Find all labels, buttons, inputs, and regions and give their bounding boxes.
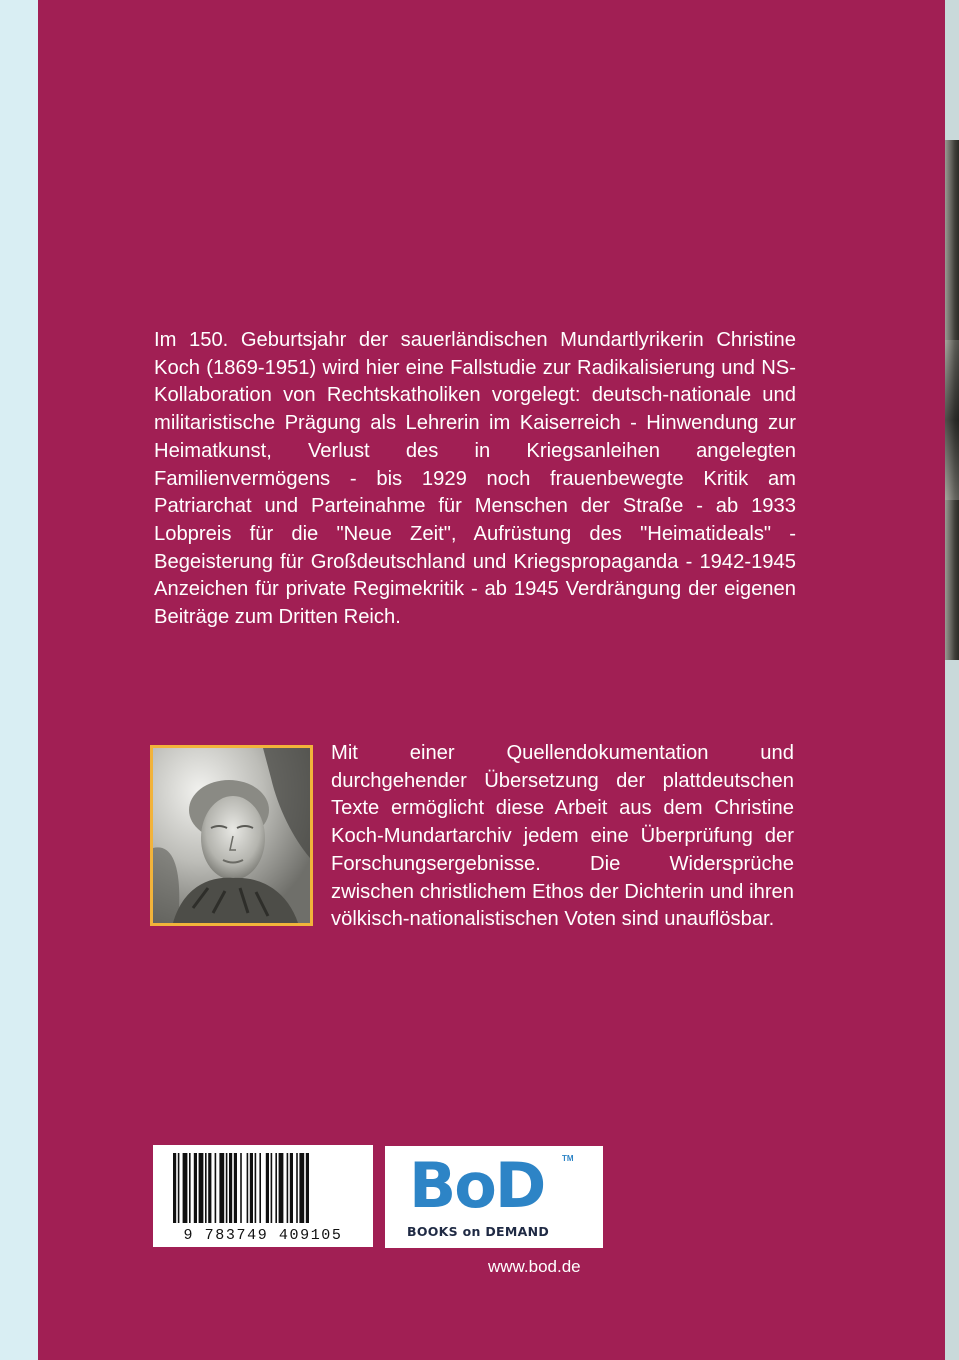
portrait-image: [153, 748, 310, 923]
isbn-barcode: [153, 1145, 373, 1247]
blurb-secondary-text: Mit einer Quellendokumentation und durchgehender Übersetzung der plattdeutschen Texte ermöglicht diese Arbeit aus dem Christine Koch-Mundartarchiv jedem eine Überprüfung der Forschungsergebnisse. Die Widersprüche zwischen christlichem Ethos der Dichterin und ihren völkisch-nationalistischen Voten sind unauflösbar.: [331, 742, 794, 931]
trademark-symbol: TM: [562, 1154, 574, 1163]
bod-wordmark: BoD: [409, 1149, 545, 1222]
left-edge-strip: [0, 0, 38, 1360]
blurb-main-text: Im 150. Geburtsjahr der sauerländischen Mundartlyrikerin Christine Koch (1869-1951) wird hier eine Fallstudie zur Radikalisierung und NS-Kollaboration von Rechtskatholiken vorgelegt: deutsch-nationale und militaristische Prägung als Lehrerin im Kaiserreich - Hinwendung zur Heimatkunst, Verlust des in Kriegsanleihen angelegten Familienvermögens - bis 1929 noch frauenbewegte Kritik am Patriarchat und Parteinahme für Menschen der Straße - ab 1933 Lobpreis für die "Neue Zeit", Aufrüstung des "Heimatideals" - Begeisterung für Großdeutschland und Kriegspropaganda - 1942-1945 Anzeichen für private Regimekritik - ab 1945 Verdrängung der eigenen Beiträge zum Dritten Reich.: [154, 329, 796, 629]
bod-tagline: BOOKS on DEMAND: [407, 1224, 550, 1239]
bod-publisher-logo: [385, 1146, 603, 1248]
isbn-number: 9 783749 409105: [183, 1227, 343, 1244]
spine-photo-sliver: [945, 140, 959, 660]
publisher-website: www.bod.de: [488, 1257, 581, 1276]
author-portrait: [150, 745, 313, 926]
barcode-bars: [173, 1153, 353, 1223]
